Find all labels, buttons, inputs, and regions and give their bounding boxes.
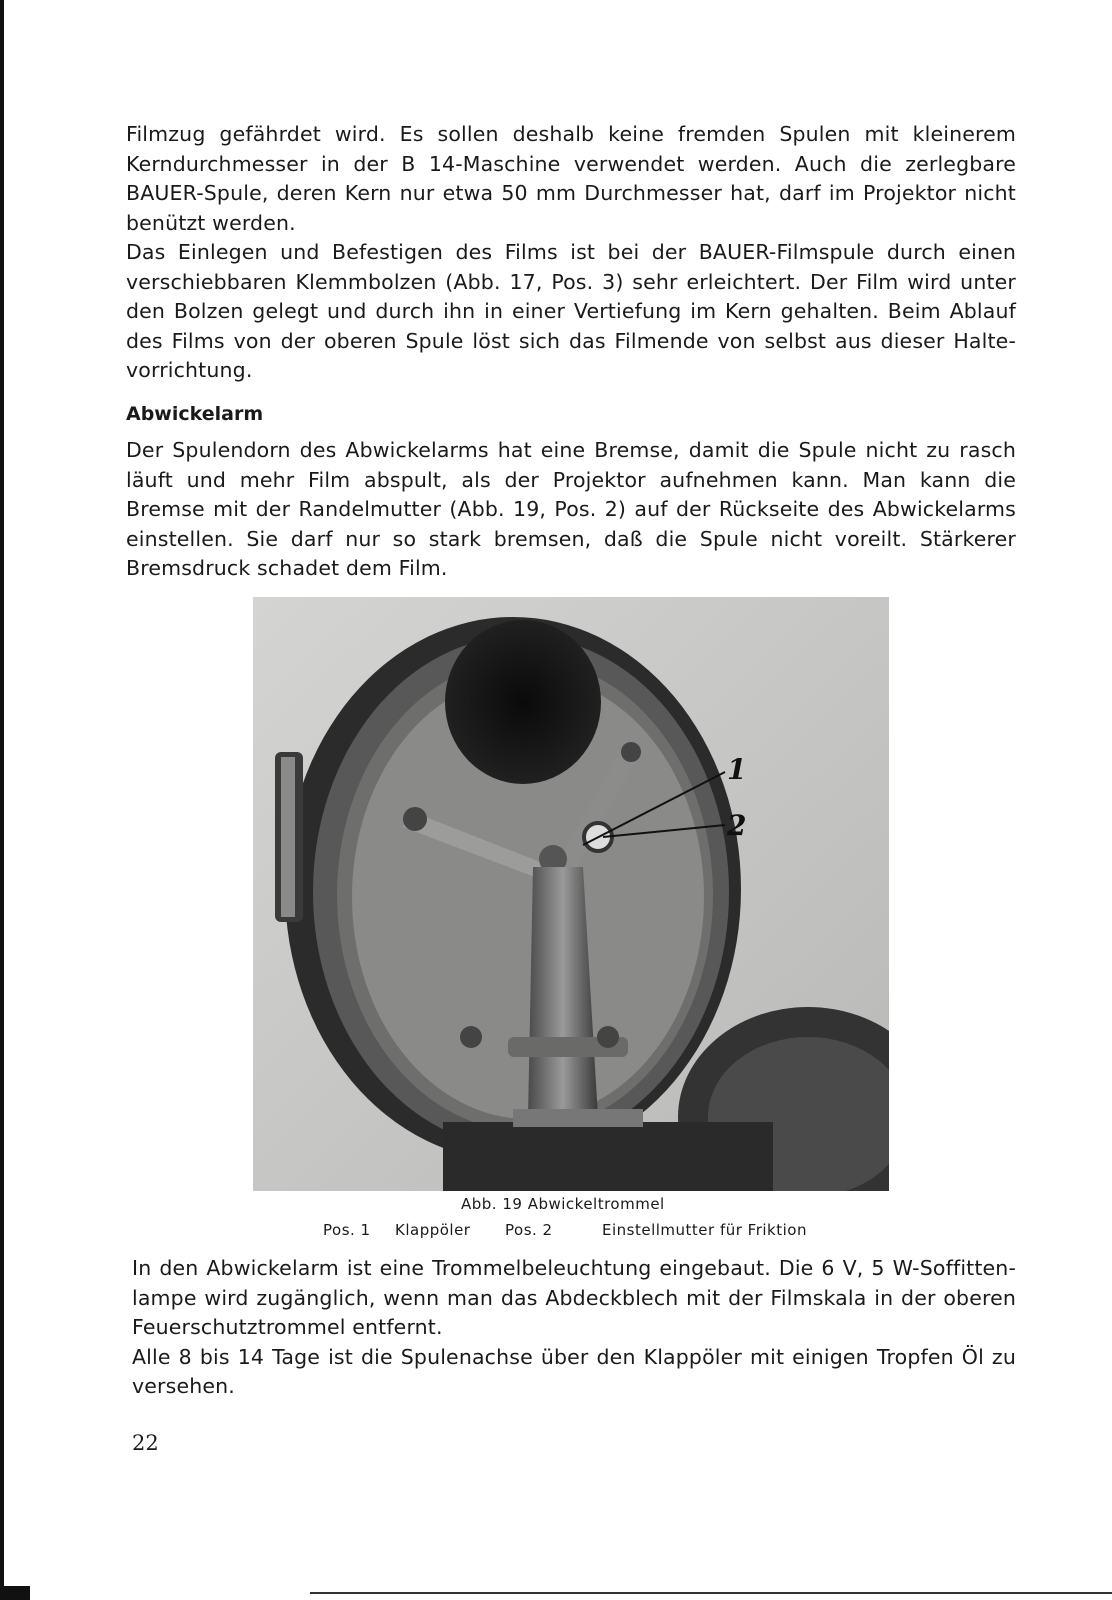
page-number: 22 [132,1431,159,1455]
page-edge-corner [0,1586,30,1600]
figure-caption-pos2-label: Einstellmutter für Friktion [602,1221,807,1239]
paragraph: Der Spulendorn des Abwickelarms hat eine Bremse, damit die Spule nicht zu rasch läuft und mehr Film abspult, als der Projektor aufnehmen kann. Man kann die Bremse mit der Randelmutter (Abb. 19, Pos. 2) auf der Rückseite des Abwickelarms einstellen. Sie darf nur so stark bremsen, daß die Spule nicht voreilt. Stärkerer Bremsdruck schadet dem Film. [126,438,1016,580]
figure-photo [253,597,889,1191]
figure-caption-pos1-label: Klappöler [395,1221,471,1239]
callout-2: 2 [727,809,747,842]
reel-drum-photo [253,597,889,1191]
section-heading: Abwickelarm [126,403,264,425]
paragraph: Das Einlegen und Befestigen des Films ist bei der BAUER-Filmspule durch einen verschiebbaren Klemmbolzen (Abb. 17, Pos. 3) sehr erleichtert. Der Film wird unter den Bolzen gelegt und durch ihn in einer Vertiefung im Kern gehalten. Beim Ablauf des Films von der oberen Spule löst sich das Filmende von selbst aus dieser Halte-vorrichtung. [126,240,1016,382]
figure-caption-pos2: Pos. 2 [505,1221,553,1239]
paragraph: Alle 8 bis 14 Tage ist die Spulenachse über den Klappöler mit einigen Tropfen Öl zu versehen. [132,1344,1016,1398]
page-edge-left [0,0,4,1600]
paragraph: Filmzug gefährdet wird. Es sollen deshalb keine fremden Spulen mit kleinerem Kerndurchmesser in der B 14-Maschine verwendet werden. Auch die zerlegbare BAUER-Spule, deren Kern nur etwa 50 mm Durchmesser hat, darf im Projektor nicht benützt werden. [126,122,1016,235]
intro-text [126,120,1016,386]
callout-1: 1 [727,753,747,786]
paragraph: In den Abwickelarm ist eine Trommelbeleuchtung eingebaut. Die 6 V, 5 W-Soffitten-lampe wird zugänglich, wenn man das Abdeckblech mit der Filmskala in der oberen Feuerschutztrommel entfernt. [132,1256,1016,1339]
page-edge-bottom [310,1592,1112,1594]
closing-text [132,1254,1016,1402]
figure-caption-title: Abb. 19 Abwickeltrommel [461,1195,665,1213]
section-text [126,436,1016,584]
figure-caption-pos1: Pos. 1 [323,1221,371,1239]
